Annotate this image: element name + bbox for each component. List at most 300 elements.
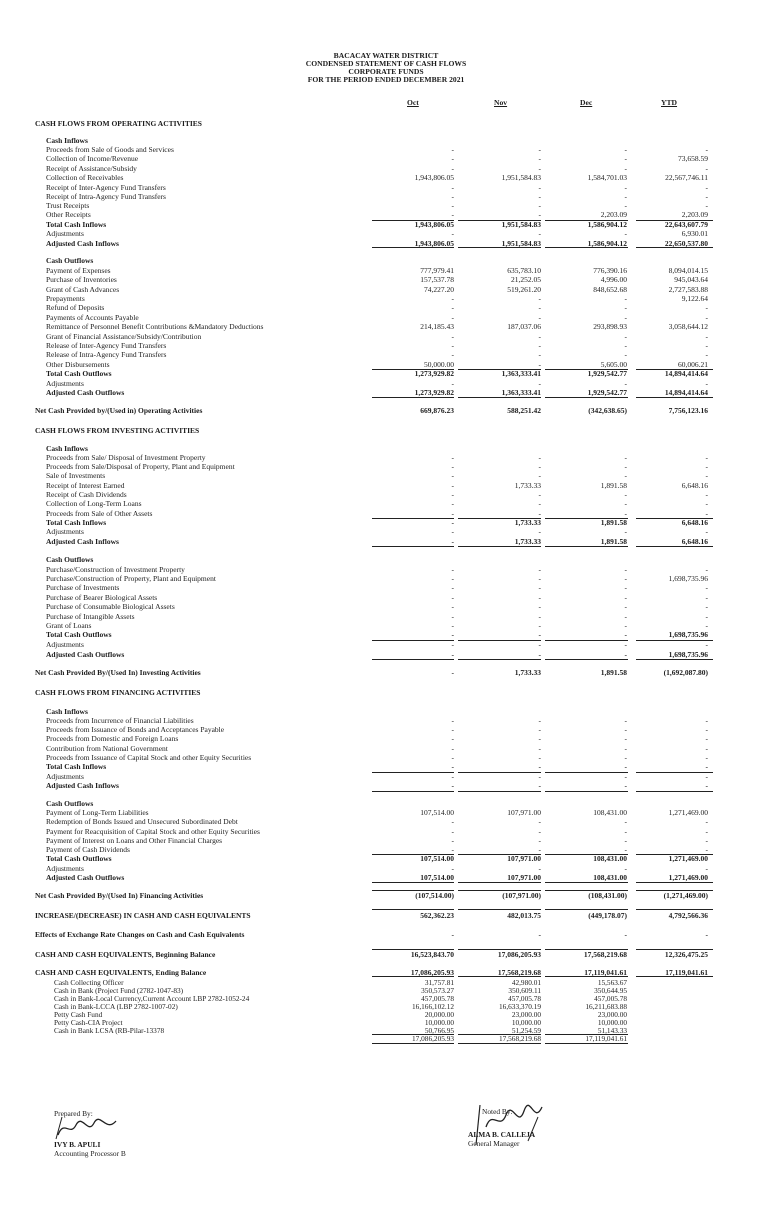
prepared-by-name: IVY B. APULI — [54, 1140, 101, 1149]
table-row — [0, 119, 772, 128]
cell-dec: - — [624, 621, 627, 630]
total-rule — [636, 854, 713, 855]
cell-nov: - — [538, 341, 541, 350]
table-row — [0, 313, 772, 322]
cell-nov: - — [538, 593, 541, 602]
cell-oct: - — [451, 602, 454, 611]
table-row — [0, 444, 772, 453]
row-label: Collection of Receivables — [46, 173, 124, 182]
row-label: Sale of Investments — [46, 471, 106, 480]
row-label: Adjustments — [46, 229, 84, 238]
row-label: Proceeds from Sale/Disposal of Property, Plant and Equipment — [46, 462, 235, 471]
cell-ytd: 17,119,041.61 — [665, 968, 708, 977]
cell-dec: 1,891.58 — [600, 668, 627, 677]
cell-ytd: - — [705, 201, 708, 210]
total-rule — [372, 890, 454, 891]
table-row — [0, 725, 772, 734]
row-label: Grant of Loans — [46, 621, 92, 630]
row-label: Net Cash Provided By/(Used In) Financing Activities — [35, 891, 204, 900]
cell-ytd: - — [705, 303, 708, 312]
table-row — [0, 836, 772, 845]
total-rule — [458, 220, 541, 221]
cell-oct: - — [451, 154, 454, 163]
row-label: Adjusted Cash Outflows — [46, 873, 125, 882]
cell-oct: - — [451, 313, 454, 322]
cell-ytd: - — [705, 781, 708, 790]
table-row — [0, 229, 772, 238]
cell-dec: 776,390.16 — [593, 266, 627, 275]
cell-ytd: - — [705, 725, 708, 734]
table-row — [0, 210, 772, 219]
cell-oct: 107,514.00 — [420, 808, 454, 817]
cell-dec: 1,929,542.77 — [587, 388, 627, 397]
cell-ytd: 6,930.01 — [681, 229, 708, 238]
table-row — [0, 509, 772, 518]
cell-nov: - — [538, 716, 541, 725]
total-rule — [458, 854, 541, 855]
table-row — [0, 753, 772, 762]
table-row — [0, 565, 772, 574]
cell-ytd: - — [705, 145, 708, 154]
table-row — [0, 930, 772, 939]
cell-ytd: - — [705, 930, 708, 939]
cell-ytd: 6,648.16 — [681, 518, 708, 527]
row-label: Grant of Financial Assistance/Subsidy/Contribution — [46, 332, 202, 341]
cell-ytd: - — [705, 509, 708, 518]
cell-nov: - — [538, 294, 541, 303]
cell-oct: - — [451, 827, 454, 836]
cell-oct: - — [451, 650, 454, 659]
table-row — [0, 294, 772, 303]
row-label: Receipt of Assistance/Subsidy — [46, 164, 137, 173]
table-row — [0, 630, 772, 639]
total-rule — [372, 518, 454, 519]
table-row — [0, 799, 772, 808]
breakdown-cell-dec: 457,005.78 — [594, 994, 627, 1003]
row-label: Total Cash Inflows — [46, 518, 107, 527]
row-label: Other Receipts — [46, 210, 91, 219]
table-row — [0, 275, 772, 284]
row-label: Total Cash Outflows — [46, 854, 112, 863]
row-label: Prepayments — [46, 294, 85, 303]
table-row — [0, 154, 772, 163]
cell-ytd: - — [705, 471, 708, 480]
cell-dec: - — [624, 294, 627, 303]
total-rule — [458, 518, 541, 519]
cell-oct: - — [451, 164, 454, 173]
row-label: Adjustments — [46, 772, 84, 781]
row-label: Purchase/Construction of Property, Plant and Equipment — [46, 574, 216, 583]
cell-oct: 1,943,806.05 — [414, 239, 454, 248]
cell-nov: 1,951,584.83 — [501, 220, 541, 229]
cell-oct: - — [451, 350, 454, 359]
cell-nov: - — [538, 145, 541, 154]
breakdown-cell-oct: 20,000.00 — [424, 1010, 454, 1019]
table-row — [0, 650, 772, 659]
cell-nov: 17,568,219.68 — [497, 968, 541, 977]
fund-name: CORPORATE FUNDS — [348, 67, 424, 76]
cell-nov: - — [538, 612, 541, 621]
row-label: Cash Inflows — [46, 707, 88, 716]
total-rule — [372, 640, 454, 641]
cell-nov: (107,971.00) — [502, 891, 541, 900]
total-rule — [545, 949, 628, 950]
table-row — [0, 388, 772, 397]
table-row — [0, 668, 772, 677]
cell-dec: - — [624, 583, 627, 592]
cell-ytd: - — [705, 565, 708, 574]
cell-dec: - — [624, 845, 627, 854]
cell-ytd: 12,326,475.25 — [664, 950, 708, 959]
cell-oct: 669,876.23 — [420, 406, 454, 415]
total-rule — [458, 659, 541, 660]
cell-ytd: 1,698,735.96 — [668, 650, 708, 659]
breakdown-rule — [545, 1034, 628, 1035]
cell-ytd: - — [705, 612, 708, 621]
cell-dec: - — [624, 630, 627, 639]
cell-dec: - — [624, 574, 627, 583]
table-row — [0, 192, 772, 201]
cell-nov: - — [538, 744, 541, 753]
cell-nov: - — [538, 499, 541, 508]
total-rule — [372, 369, 454, 370]
cell-nov: - — [538, 574, 541, 583]
row-label: Release of Intra-Agency Fund Transfers — [46, 350, 167, 359]
cell-nov: - — [538, 164, 541, 173]
cell-ytd: - — [705, 734, 708, 743]
cell-ytd: - — [705, 164, 708, 173]
agency-name: BACACAY WATER DISTRICT — [333, 51, 439, 60]
noted-by-caption: Noted By: — [482, 1107, 513, 1116]
row-label: CASH FLOWS FROM OPERATING ACTIVITIES — [35, 119, 202, 128]
total-rule — [458, 640, 541, 641]
table-row — [0, 471, 772, 480]
cell-ytd: 22,643,607.79 — [664, 220, 708, 229]
noted-by-block — [468, 1107, 535, 1148]
row-label: Adjusted Cash Outflows — [46, 388, 125, 397]
cell-dec: 17,568,219.68 — [583, 950, 627, 959]
total-rule — [458, 546, 541, 547]
table-row — [0, 854, 772, 863]
table-row — [0, 864, 772, 873]
cell-ytd: - — [705, 527, 708, 536]
breakdown-rule — [372, 1043, 454, 1044]
cell-ytd: 22,650,537.80 — [664, 239, 708, 248]
total-rule — [372, 791, 454, 792]
cell-oct: - — [451, 490, 454, 499]
table-row — [0, 322, 772, 331]
table-row — [0, 845, 772, 854]
cell-dec: - — [624, 772, 627, 781]
table-row — [0, 950, 772, 959]
cell-dec: - — [624, 527, 627, 536]
total-rule — [636, 772, 713, 773]
cell-nov: - — [538, 490, 541, 499]
row-label: Payment for Reacquisition of Capital Stock and other Equity Securities — [46, 827, 260, 836]
row-label: CASH FLOWS FROM FINANCING ACTIVITIES — [35, 688, 201, 697]
cell-dec: - — [624, 453, 627, 462]
row-label: Receipt of Intra-Agency Fund Transfers — [46, 192, 166, 201]
cell-dec: - — [624, 471, 627, 480]
total-rule — [636, 976, 713, 977]
cell-dec: - — [624, 462, 627, 471]
cell-dec: (342,638.65) — [588, 406, 627, 415]
row-label: Redemption of Bonds Issued and Unsecured Subordinated Debt — [46, 817, 238, 826]
total-rule — [636, 640, 713, 641]
total-rule — [545, 518, 628, 519]
cell-ytd: 22,567,746.11 — [665, 173, 708, 182]
breakdown-label: Cash in Bank (Project Fund (2782-1047-83) — [54, 986, 184, 995]
cell-ytd: - — [705, 640, 708, 649]
cell-nov: - — [538, 350, 541, 359]
cell-ytd: - — [705, 621, 708, 630]
cell-ytd: 8,094,014.15 — [668, 266, 708, 275]
row-label: Cash Outflows — [46, 799, 94, 808]
cell-dec: - — [624, 379, 627, 388]
cell-oct: - — [451, 612, 454, 621]
cell-ytd: - — [705, 864, 708, 873]
cell-dec: - — [624, 827, 627, 836]
row-label: Adjusted Cash Inflows — [46, 239, 119, 248]
table-row — [0, 303, 772, 312]
cell-oct: 157,537.78 — [420, 275, 454, 284]
cell-dec: - — [624, 313, 627, 322]
breakdown-label: Cash in Bank-LCCA (LBP 2782-1007-02) — [54, 1002, 178, 1011]
cell-ytd: 3,058,644.12 — [668, 322, 708, 331]
total-rule — [545, 640, 628, 641]
cell-nov: - — [538, 379, 541, 388]
cell-dec: - — [624, 499, 627, 508]
cell-ytd: 945,043.64 — [674, 275, 708, 284]
row-label: Cash Outflows — [46, 256, 94, 265]
period-line: FOR THE PERIOD ENDED DECEMBER 2021 — [307, 75, 465, 84]
cell-dec: - — [624, 930, 627, 939]
table-row — [0, 762, 772, 771]
total-rule — [458, 882, 541, 883]
table-row — [0, 612, 772, 621]
breakdown-cell-dec: 350,644.95 — [594, 986, 627, 995]
cell-oct: 1,273,929.82 — [414, 388, 454, 397]
cell-ytd: 9,122.64 — [681, 294, 708, 303]
total-rule — [545, 546, 628, 547]
cell-nov: - — [538, 201, 541, 210]
row-label: Net Cash Provided by/(Used in) Operating Activities — [35, 406, 203, 415]
row-label: Cash Inflows — [46, 136, 88, 145]
cell-nov: - — [538, 836, 541, 845]
breakdown-label: Cash in Bank-Local Currency,Current Account LBP 2782-1052-24 — [54, 994, 250, 1003]
total-rule — [372, 882, 454, 883]
breakdown-row — [0, 1035, 772, 1043]
row-label: Other Disbursements — [46, 360, 110, 369]
cell-dec: - — [624, 864, 627, 873]
cell-nov: - — [538, 827, 541, 836]
cell-dec: - — [624, 509, 627, 518]
cell-ytd: - — [705, 762, 708, 771]
cell-dec: - — [624, 762, 627, 771]
cell-oct: - — [451, 744, 454, 753]
cell-nov: - — [538, 183, 541, 192]
table-row — [0, 602, 772, 611]
row-label: Adjustments — [46, 527, 84, 536]
row-label: Proceeds from Domestic and Foreign Loans — [46, 734, 179, 743]
row-label: Receipt of Cash Dividends — [46, 490, 127, 499]
cell-oct: - — [451, 725, 454, 734]
total-rule — [372, 949, 454, 950]
cell-ytd: - — [705, 453, 708, 462]
table-row — [0, 285, 772, 294]
cell-dec: - — [624, 332, 627, 341]
table-row — [0, 527, 772, 536]
cell-nov: 482,013.75 — [507, 911, 541, 920]
total-rule — [458, 890, 541, 891]
total-rule — [545, 882, 628, 883]
row-label: Remittance of Personnel Benefit Contributions &Mandatory Deductions — [46, 322, 264, 331]
table-row — [0, 490, 772, 499]
table-row — [0, 256, 772, 265]
cell-oct: - — [451, 192, 454, 201]
table-row — [0, 688, 772, 697]
table-row — [0, 426, 772, 435]
cell-dec: - — [624, 565, 627, 574]
cell-nov: - — [538, 602, 541, 611]
total-rule — [458, 791, 541, 792]
breakdown-cell-nov: 23,000.00 — [511, 1010, 541, 1019]
cell-oct: 214,185.43 — [420, 322, 454, 331]
cell-oct: - — [451, 201, 454, 210]
cell-ytd: - — [705, 817, 708, 826]
table-row — [0, 136, 772, 145]
cell-ytd: 1,271,469.00 — [668, 854, 708, 863]
cell-ytd: 1,271,469.00 — [668, 808, 708, 817]
cell-oct: - — [451, 183, 454, 192]
breakdown-cell-oct: 31,757.81 — [424, 978, 454, 987]
column-header-nov: Nov — [494, 98, 508, 107]
row-label: Proceeds from Incurrence of Financial Liabilities — [46, 716, 194, 725]
cell-dec: - — [624, 640, 627, 649]
cell-ytd: - — [705, 379, 708, 388]
cell-ytd: 14,894,414.64 — [664, 388, 708, 397]
row-label: CASH FLOWS FROM INVESTING ACTIVITIES — [35, 426, 200, 435]
cell-nov: 1,733.33 — [514, 481, 541, 490]
cell-nov: - — [538, 453, 541, 462]
total-rule — [636, 890, 713, 891]
cell-oct: - — [451, 499, 454, 508]
cell-ytd: 2,727,583.88 — [668, 285, 708, 294]
total-rule — [636, 247, 713, 248]
table-row — [0, 772, 772, 781]
cell-oct: - — [451, 537, 454, 546]
cell-nov: 1,951,584.83 — [501, 173, 541, 182]
row-label: CASH AND CASH EQUIVALENTS, Beginning Balance — [35, 950, 216, 959]
cell-dec: - — [624, 341, 627, 350]
row-label: CASH AND CASH EQUIVALENTS, Ending Balance — [35, 968, 207, 977]
column-header-oct: Oct — [407, 98, 419, 107]
cell-ytd: 4,792,566.36 — [668, 911, 708, 920]
breakdown-cell-oct: 50,766.95 — [424, 1026, 454, 1035]
cell-ytd: - — [705, 744, 708, 753]
cell-dec: 1,929,542.77 — [587, 369, 627, 378]
cell-dec: - — [624, 781, 627, 790]
cell-nov: 1,733.33 — [514, 518, 541, 527]
table-row — [0, 453, 772, 462]
cell-ytd: - — [705, 772, 708, 781]
cell-dec: 1,586,904.12 — [587, 220, 627, 229]
cell-ytd: - — [705, 499, 708, 508]
table-row — [0, 827, 772, 836]
cell-nov: - — [538, 621, 541, 630]
table-row — [0, 621, 772, 630]
total-rule — [545, 976, 628, 977]
cell-oct: 16,523,843.70 — [410, 950, 454, 959]
table-row — [0, 379, 772, 388]
cell-oct: - — [451, 753, 454, 762]
row-label: Total Cash Outflows — [46, 369, 112, 378]
row-label: Proceeds from Sale of Other Assets — [46, 509, 153, 518]
cell-ytd: - — [705, 350, 708, 359]
cell-ytd: 1,271,469.00 — [668, 873, 708, 882]
total-rule — [545, 854, 628, 855]
cell-dec: - — [624, 744, 627, 753]
row-label: Adjusted Cash Inflows — [46, 537, 119, 546]
total-rule — [636, 397, 713, 398]
cell-oct: - — [451, 772, 454, 781]
row-label: Total Cash Inflows — [46, 762, 107, 771]
row-label: Proceeds from Sale of Goods and Services — [46, 145, 174, 154]
cell-oct: - — [451, 762, 454, 771]
breakdown-cell-dec: 16,211,683.88 — [585, 1002, 627, 1011]
cell-dec: 2,203.09 — [600, 210, 627, 219]
cell-ytd: 6,648.16 — [681, 537, 708, 546]
table-row — [0, 583, 772, 592]
cell-nov: - — [538, 762, 541, 771]
cell-dec: 5,605.00 — [600, 360, 627, 369]
cell-dec: 108,431.00 — [593, 873, 627, 882]
statement-title: CONDENSED STATEMENT OF CASH FLOWS — [305, 59, 467, 68]
cell-ytd: - — [705, 593, 708, 602]
cell-dec: - — [624, 602, 627, 611]
row-label: Total Cash Inflows — [46, 220, 107, 229]
cell-oct: - — [451, 294, 454, 303]
cell-nov: 1,363,333.41 — [501, 388, 541, 397]
cell-oct: 1,273,929.82 — [414, 369, 454, 378]
cell-nov: - — [538, 210, 541, 219]
total-rule — [545, 369, 628, 370]
cell-oct: - — [451, 668, 454, 677]
cell-nov: - — [538, 845, 541, 854]
row-label: INCREASE/(DECREASE) IN CASH AND CASH EQUIVALENTS — [35, 911, 251, 920]
table-row — [0, 518, 772, 527]
prepared-by-signature — [54, 1115, 124, 1141]
cell-oct: - — [451, 341, 454, 350]
cell-dec: - — [624, 164, 627, 173]
cell-ytd: - — [705, 183, 708, 192]
cell-dec: - — [624, 650, 627, 659]
cell-nov: 1,733.33 — [514, 668, 541, 677]
total-rule — [636, 791, 713, 792]
breakdown-label: Petty Cash-CIA Project — [54, 1018, 123, 1027]
row-label: Purchase of Bearer Biological Assets — [46, 593, 158, 602]
total-rule — [545, 247, 628, 248]
cell-dec: 1,891.58 — [600, 518, 627, 527]
cell-ytd: 1,698,735.96 — [668, 630, 708, 639]
cell-nov: - — [538, 817, 541, 826]
cell-dec: - — [624, 836, 627, 845]
row-label: Purchase of Consumable Biological Assets — [46, 602, 175, 611]
cell-nov: - — [538, 471, 541, 480]
row-label: Purchase of Inventories — [46, 275, 117, 284]
noted-by-signature — [468, 1101, 558, 1149]
table-row — [0, 716, 772, 725]
